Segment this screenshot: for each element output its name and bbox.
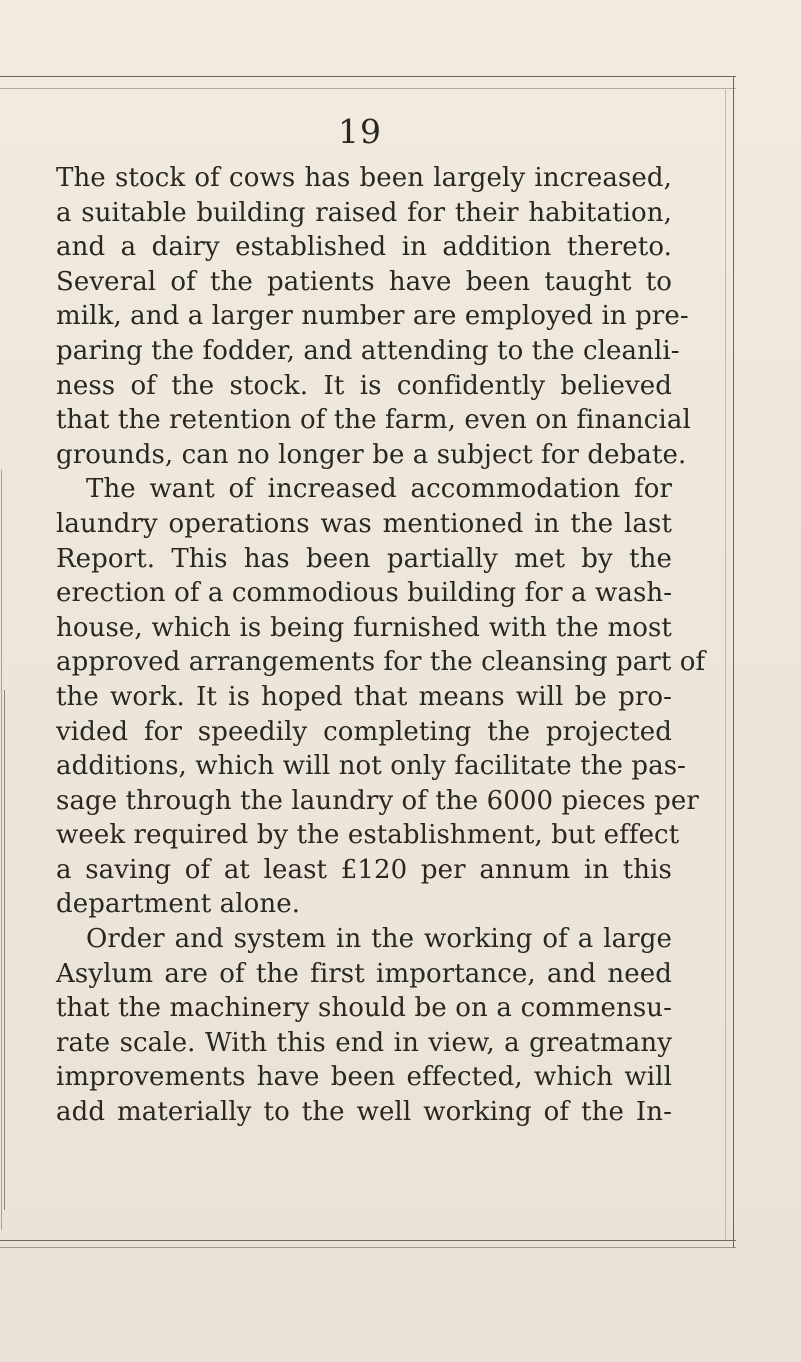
text-line: rate scale. With this end in view, a greatmany xyxy=(56,1027,672,1058)
text-line: a saving of at least £120 per annum in this xyxy=(56,854,672,885)
body-text xyxy=(56,161,706,1130)
scan-edge-left xyxy=(1,470,2,1230)
text-line: paring the fodder, and attending to the cleanli- xyxy=(56,335,680,366)
text-line: erection of a commodious building for a wash- xyxy=(56,578,673,609)
scan-edge-top xyxy=(0,76,736,77)
text-line: The want of increased accommodation for xyxy=(86,474,672,505)
text-line: milk, and a larger number are employed in pre- xyxy=(56,301,689,332)
scan-edge-top-inner xyxy=(0,88,736,89)
paragraph-3 xyxy=(56,922,672,1130)
text-line: house, which is being furnished with the most xyxy=(56,612,672,643)
text-line: ness of the stock. It is confidently believed xyxy=(56,370,672,401)
text-line: department alone. xyxy=(56,889,301,920)
text-line: additions, which will not only facilitate the pas- xyxy=(56,751,687,782)
scan-edge-right xyxy=(733,76,734,1248)
text-line: the work. It is hoped that means will be pro- xyxy=(56,681,672,712)
text-line: and a dairy established in addition thereto. xyxy=(56,232,672,263)
text-line: Asylum are of the first importance, and need xyxy=(56,958,672,989)
scan-edge-right-inner xyxy=(725,88,726,1240)
text-line: The stock of cows has been largely increased, xyxy=(56,163,672,193)
text-line: a suitable building raised for their habitation, xyxy=(56,197,672,228)
text-line: sage through the laundry of the 6000 pieces per xyxy=(56,785,699,816)
text-line: add materially to the well working of the In- xyxy=(56,1097,672,1128)
text-line: vided for speedily completing the projected xyxy=(56,716,672,747)
text-line: Order and system in the working of a large xyxy=(86,924,672,955)
text-line: Report. This has been partially met by the xyxy=(56,543,672,574)
text-line: that the retention of the farm, even on financial xyxy=(56,405,691,436)
text-line: improvements have been effected, which will xyxy=(56,1062,672,1093)
text-line: that the machinery should be on a commensu- xyxy=(56,993,672,1024)
scan-edge-bottom-inner xyxy=(0,1247,736,1248)
page-number: 19 xyxy=(338,112,382,151)
paragraph-1 xyxy=(56,161,691,472)
text-line: laundry operations was mentioned in the last xyxy=(56,508,672,539)
text-line: grounds, can no longer be a subject for debate. xyxy=(56,439,687,470)
scan-edge-bottom xyxy=(0,1240,736,1241)
text-line: Several of the patients have been taught to xyxy=(56,266,672,297)
text-line: approved arrangements for the cleansing part of xyxy=(56,647,706,678)
scan-edge-left-inner xyxy=(4,690,5,1210)
text-line: week required by the establishment, but effect xyxy=(56,820,680,851)
paragraph-2 xyxy=(56,472,706,922)
